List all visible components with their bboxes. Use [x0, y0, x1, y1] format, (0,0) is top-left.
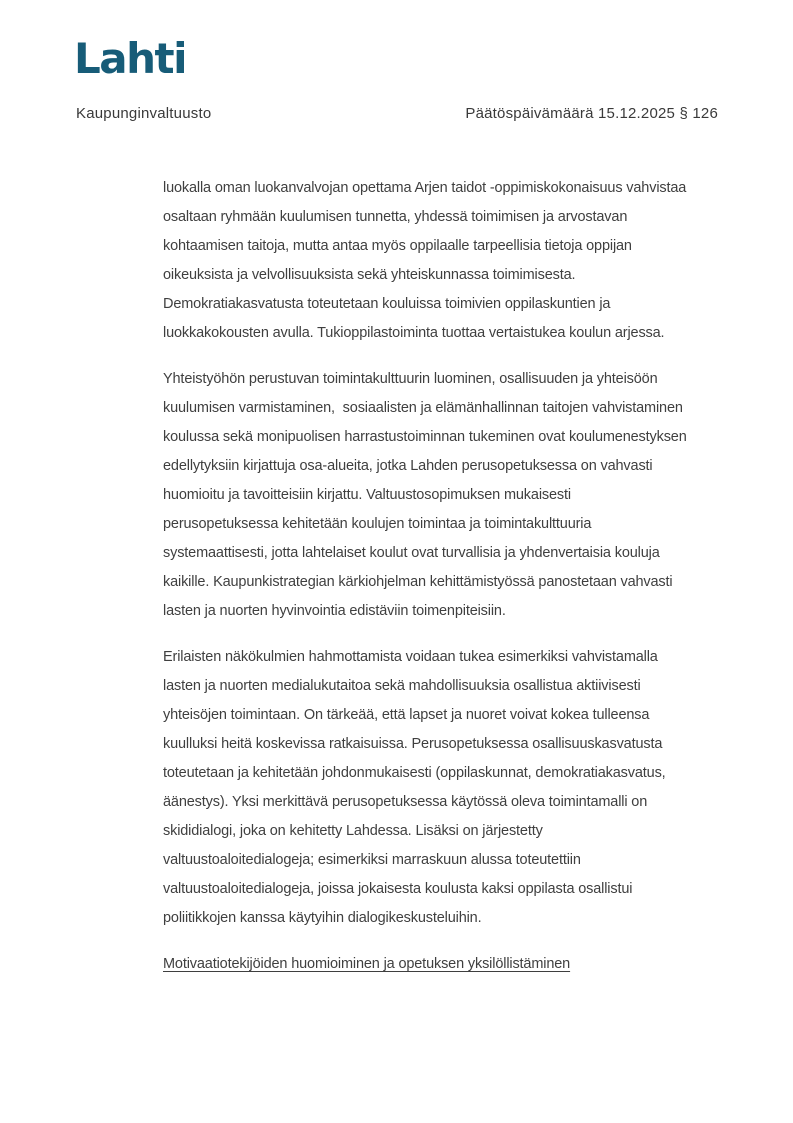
paragraph: [163, 174, 725, 348]
body-line: yhteisöjen toimintaan. On tärkeää, että lapset ja nuoret voivat kokea tulleensa: [163, 707, 650, 723]
paragraph: [163, 643, 725, 933]
body-line: valtuustoaloitedialogeja, joissa jokaisesta koulusta kaksi oppilasta osallistui: [163, 881, 633, 897]
body-line: toteutetaan ja kehitetään johdonmukaisesti (oppilaskunnat, demokratiakasvatus,: [163, 765, 666, 781]
body-line: edellytyksiin kirjattuja osa-alueita, jotka Lahden perusopetuksessa on vahvasti: [163, 458, 653, 474]
body-line: lasten ja nuorten hyvinvointia edistäviin toimenpiteisiin.: [163, 603, 506, 619]
body-line: luokalla oman luokanvalvojan opettama Arjen taidot -oppimiskokonaisuus vahvistaa: [163, 180, 687, 196]
body-line: skididialogi, joka on kehitetty Lahdessa. Lisäksi on järjestetty: [163, 823, 543, 839]
paragraph: [163, 365, 725, 626]
body-line: oikeuksista ja velvollisuuksista sekä yhteiskunnassa toimimisesta.: [163, 267, 576, 283]
lahti-logo: Lahti: [74, 34, 186, 83]
body-line: kuulluksi heitä koskevissa ratkaisuissa. Perusopetuksessa osallisuuskasvatusta: [163, 736, 663, 752]
header-org-name: Kaupunginvaltuusto: [76, 105, 212, 122]
section-heading: Motivaatiotekijöiden huomioiminen ja opetuksen yksilöllistäminen: [163, 956, 571, 972]
header-decision-date: Päätöspäivämäärä 15.12.2025 § 126: [465, 105, 718, 122]
body-line: osaltaan ryhmään kuulumisen tunnetta, yhdessä toimimisen ja arvostavan: [163, 209, 628, 225]
body-line: Erilaisten näkökulmien hahmottamista voidaan tukea esimerkiksi vahvistamalla: [163, 649, 658, 665]
body-line: kohtaamisen taitoja, mutta antaa myös oppilaalle tarpeellisia tietoja oppijan: [163, 238, 632, 254]
paragraphs-container: [163, 174, 725, 933]
document-header: [76, 105, 718, 122]
body-line: kaikille. Kaupunkistrategian kärkiohjelman kehittämistyössä panostetaan vahvasti: [163, 574, 673, 590]
body-line: perusopetuksessa kehitetään koulujen toimintaa ja toimintakulttuuria: [163, 516, 592, 532]
body-line: kuulumisen varmistaminen, sosiaalisten ja elämänhallinnan taitojen vahvistaminen: [163, 400, 683, 416]
body-line: systemaattisesti, jotta lahtelaiset koulut ovat turvallisia ja yhdenvertaisia kouluja: [163, 545, 660, 561]
body-line: huomioitu ja tavoitteisiin kirjattu. Valtuustosopimuksen mukaisesti: [163, 487, 571, 503]
body-line: Yhteistyöhön perustuvan toimintakulttuurin luominen, osallisuuden ja yhteisöön: [163, 371, 658, 387]
body-line: koulussa sekä monipuolisen harrastustoiminnan tukeminen ovat koulumenestyksen: [163, 429, 687, 445]
body-line: Demokratiakasvatusta toteutetaan kouluissa toimivien oppilaskuntien ja: [163, 296, 611, 312]
body-line: äänestys). Yksi merkittävä perusopetuksessa käytössä oleva toimintamalli on: [163, 794, 648, 810]
body-line: poliitikkojen kanssa käytyihin dialogikeskusteluihin.: [163, 910, 482, 926]
body-line: valtuustoaloitedialogeja; esimerkiksi marraskuun alussa toteutettiin: [163, 852, 581, 868]
body-line: lasten ja nuorten medialukutaitoa sekä mahdollisuuksia osallistua aktiivisesti: [163, 678, 641, 694]
document-body: [163, 174, 725, 979]
body-line: luokkakokousten avulla. Tukioppilastoiminta tuottaa vertaistukea koulun arjessa.: [163, 325, 665, 341]
